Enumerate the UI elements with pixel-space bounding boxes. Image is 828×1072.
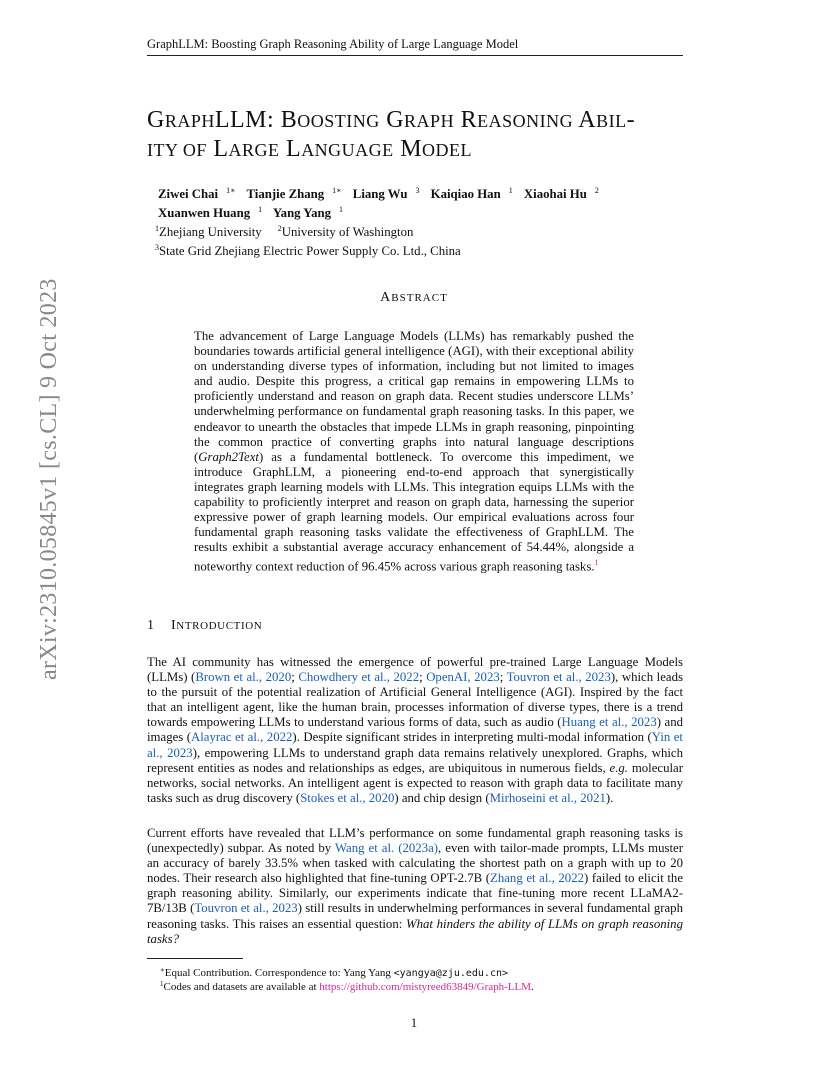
footnote-2: $^1$Codes and datasets are available at https://github.com/mistyreed63849/Graph-LLM.: [160, 980, 534, 993]
citation-link[interactable]: Touvron et al., 2023: [194, 901, 298, 916]
arxiv-stamp: arXiv:2310.05845v1 [cs.CL] 9 Oct 2023: [36, 278, 62, 680]
abstract-heading: ABSTRACT: [380, 290, 448, 305]
affiliation: University of Washington: [281, 225, 414, 239]
footnote-ref[interactable]: 1: [594, 558, 599, 568]
citation-link[interactable]: Mirhoseini et al., 2021: [489, 790, 606, 805]
citation-link[interactable]: Zhang et al., 2022: [490, 871, 585, 886]
citation-link[interactable]: Stokes et al., 2020: [300, 790, 395, 805]
citation-link[interactable]: Yin et al., 2023: [147, 730, 683, 760]
author: Tianjie Zhang $^{1∗}$: [246, 186, 342, 201]
author: Xiaohai Hu $^2$: [523, 186, 599, 201]
citation-link[interactable]: Chowdhery et al., 2022: [298, 670, 420, 685]
affiliation: State Grid Zhejiang Electric Power Supply Co. Ltd., China: [159, 244, 461, 258]
page-number: 1: [410, 1016, 418, 1030]
author-list: [158, 183, 607, 221]
github-link[interactable]: https://github.com/mistyreed63849/Graph-LLM: [319, 981, 532, 993]
footnote-1: ∗Equal Contribution. Correspondence to: Yang Yang <yangya@zju.edu.cn>: [160, 966, 509, 979]
citation-link[interactable]: Alayrac et al., 2022: [191, 730, 293, 745]
running-head: GraphLLM: Boosting Graph Reasoning Ability of Large Language Model: [147, 36, 683, 56]
citation-link[interactable]: Wang et al. (2023a): [334, 841, 439, 856]
title-line-1: GRAPHLLM: BOOSTING GRAPH REASONING ABIL-: [147, 107, 636, 133]
footnote-divider: [147, 958, 243, 959]
citation-link[interactable]: Touvron et al., 2023: [506, 670, 611, 685]
author: Liang Wu $^3$: [352, 186, 420, 201]
title-line-2: ITY OF LARGE LANGUAGE MODEL: [147, 136, 473, 162]
author: Ziwei Chai $^{1∗}$: [158, 186, 236, 201]
affiliations: $^1$Zhejiang University $^2$University of Washington $^3$State Grid Zhejiang Electric Power Supply Co. Ltd., China: [155, 224, 461, 258]
abstract-body: The advancement of Large Language Models (LLMs) has remarkably pushed the boundaries towards artificial general intelligence (AGI), with their exceptional ability on understanding diverse types of information, including but not limited to images and audio. Despite this progress, a critical gap remains in empowering LLMs to proficiently understand and reason on graph data. Recent studies underscore LLMs’ underwhelming performance on fundamental graph reasoning tasks. In this paper, we endeavor to unearth the obstacles that impede LLMs in graph reasoning, pinpointing the common practice of converting graphs into natural language descriptions (Graph2Text) as a fundamental bottleneck. To overcome this impediment, we introduce GraphLLM, a pioneering end-to-end approach that synergistically integrates graph learning models with LLMs. This integration equips LLMs with the capability to proficiently interpret and reason on graph data, harnessing the superior expressive power of graph learning models. Our empirical evaluations across four fundamental graph reasoning tasks validate the effectiveness of GraphLLM. The results exhibit a substantial average accuracy enhancement of 54.44%, alongside a noteworthy context reduction of 96.45% across various graph reasoning tasks.$^1$: [194, 329, 634, 574]
paper-title: [147, 106, 707, 164]
intro-paragraph-1: The AI community has witnessed the emergence of powerful pre-trained Large Language Models (LLMs) (Brown et al., 2020; Chowdhery et al., 2022; OpenAI, 2023; Touvron et al., 2023), which leads to the pursuit of the potential realization of Artificial General Intelligence (AGI). Inspired by the fact that an intelligent agent, like the human brain, processes information of diverse types, there is a trend towards empowering LLMs to understand various forms of data, such as audio (Huang et al., 2023) and images (Alayrac et al., 2022). Despite significant strides in interpreting multi-modal information (Yin et al., 2023), empowering LLMs to understand graph data remains relatively unexplored. Graphs, which represent entities as nodes and relationships as edges, are ubiquitous in numerous fields, e.g. molecular networks, social networks. An intelligent agent is expected to reason with graph data to facilitate many tasks such as drug discovery (Stokes et al., 2020) and chip design (Mirhoseini et al., 2021).: [147, 655, 684, 805]
author: Kaiqiao Han $^1$: [430, 186, 513, 201]
citation-link[interactable]: OpenAI, 2023: [426, 670, 500, 685]
author: Yang Yang $^1$: [272, 205, 344, 220]
intro-paragraph-2: Current efforts have revealed that LLM’s performance on some fundamental graph reasoning tasks is (unexpectedly) subpar. As noted by Wang et al. (2023a), even with tailor-made prompts, LLMs muster an accuracy of barely 33.5% when tasked with calculating the shortest path on a graph with up to 20 nodes. Their research also highlighted that fine-tuning OPT-2.7B (Zhang et al., 2022) failed to elicit the graph reasoning ability. Similarly, our experiments indicate that fine-tuning more recent LLaMA2-7B/13B (Touvron et al., 2023) still results in underwhelming performances in several fundamental graph reasoning tasks. This raises an essential question: What hinders the ability of LLMs on graph reasoning tasks?: [147, 826, 684, 946]
citation-link[interactable]: Brown et al., 2020: [195, 670, 292, 685]
email-address[interactable]: <yangya@zju.edu.cn>: [393, 968, 509, 979]
section-heading: 1 INTRODUCTION: [147, 618, 263, 633]
citation-link[interactable]: Huang et al., 2023: [561, 715, 657, 730]
affiliation: Zhejiang University: [159, 225, 262, 239]
author: Xuanwen Huang $^1$: [158, 205, 263, 220]
